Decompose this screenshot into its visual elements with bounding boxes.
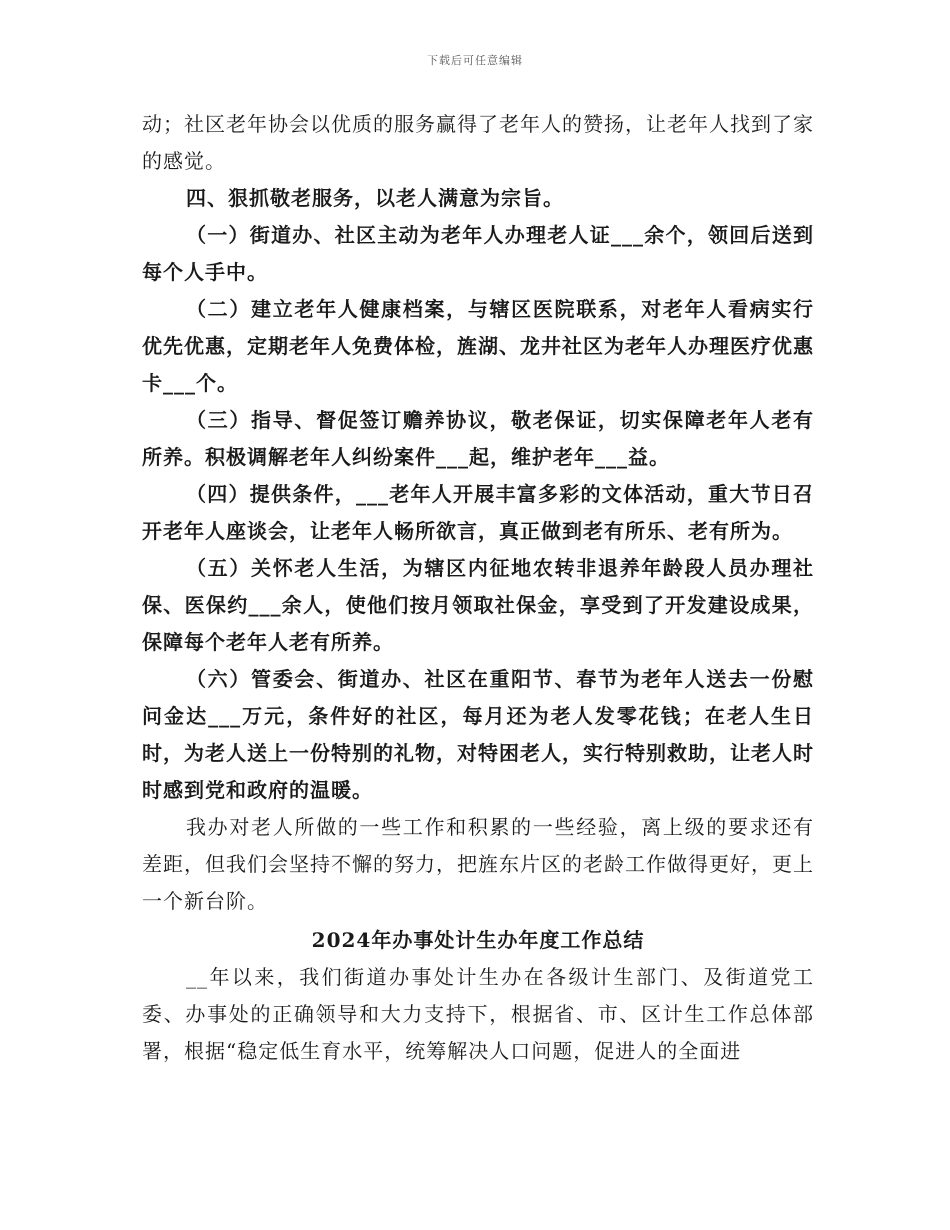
item-three: （三）指导、督促签订赡养协议，敬老保证，切实保障老年人老有所养。积极调解老年人纠纷案件___起，维护老年___益。	[142, 408, 814, 469]
paragraph-continuation: 动；社区老年协会以优质的服务赢得了老年人的赞扬，让老年人找到了家的感觉。	[142, 112, 814, 173]
item-five: （五）关怀老人生活，为辖区内征地农转非退养年龄段人员办理社保、医保约___余人，使他们按月领取社保金，享受到了开发建设成果，保障每个老年人老有所养。	[142, 556, 814, 654]
document-title: 2024年办事处计生办年度工作总结	[311, 928, 645, 952]
item-four: （四）提供条件，___老年人开展丰富多彩的文体活动，重大节日召开老年人座谈会，让老年人畅所欲言，真正做到老有所乐、老有所为。	[142, 482, 814, 543]
document-body	[142, 106, 814, 1070]
item-two: （二）建立老年人健康档案，与辖区医院联系，对老年人看病实行优先优惠，定期老年人免费体检，旌湖、龙井社区为老年人办理医疗优惠卡___个。	[142, 297, 814, 395]
closing-paragraph: 我办对老人所做的一些工作和积累的一些经验，离上级的要求还有差距，但我们会坚持不懈的努力，把旌东片区的老龄工作做得更好，更上一个新台阶。	[142, 815, 814, 913]
item-one: （一）街道办、社区主动为老年人办理老人证___余个，领回后送到每个人手中。	[142, 223, 814, 284]
intro-paragraph: __年以来，我们街道办事处计生办在各级计生部门、及街道党工委、办事处的正确领导和大力支持下，根据省、市、区计生工作总体部署，根据“稳定低生育水平，统筹解决人口问题，促进人的全面进	[142, 965, 814, 1063]
section-heading-four: 四、狠抓敬老服务，以老人满意为宗旨。	[186, 186, 564, 210]
item-six: （六）管委会、街道办、社区在重阳节、春节为老年人送去一份慰问金达___万元，条件好的社区，每月还为老人发零花钱；在老人生日时，为老人送上一份特别的礼物，对特困老人，实行特别救助，让老人时时感到党和政府的温暖。	[142, 667, 814, 802]
page-header-note: 下载后可任意编辑	[427, 54, 523, 67]
